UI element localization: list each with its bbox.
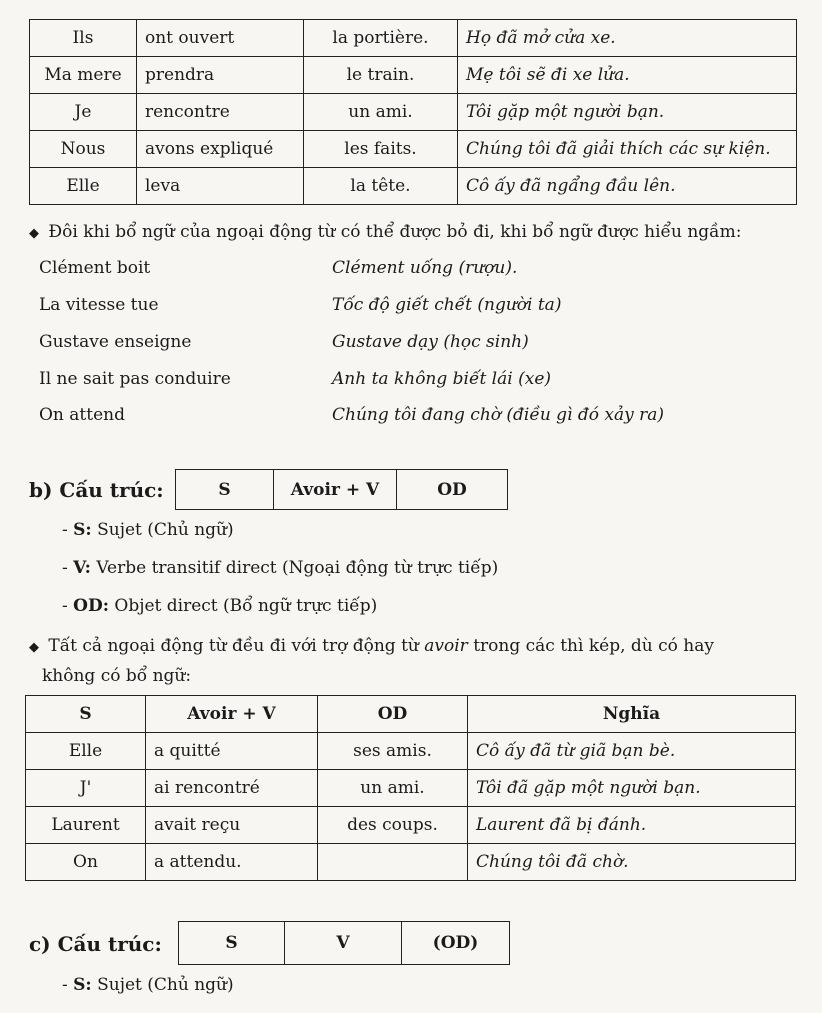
example-french: Gustave enseigne [39,332,192,352]
subject-cell: Je [30,94,137,131]
verb-cell: ai rencontré [146,770,318,807]
object-cell: un ami. [304,94,458,131]
verb-cell: a quitté [146,733,318,770]
example-french: Clément boit [39,258,151,278]
object-cell: ses amis. [318,733,468,770]
verb-cell: ont ouvert [137,20,304,57]
section-b-title: b) Cấu trúc: [29,478,164,502]
definition-key: OD: [73,596,109,616]
example-french: La vitesse tue [39,295,159,315]
subject-cell: Ma mere [30,57,137,94]
example-vietnamese: Gustave dạy (học sinh) [332,332,529,352]
verb-cell: avons expliqué [137,131,304,168]
column-header: S [26,696,146,733]
section-c-title: c) Cấu trúc: [29,932,162,956]
meaning-cell: Mẹ tôi sẽ đi xe lửa. [458,57,797,94]
structure-cell: OD [437,479,467,500]
structure-cell: V [285,922,402,964]
table-row [30,131,797,168]
verb-cell: rencontre [137,94,304,131]
example-vietnamese: Tốc độ giết chết (người ta) [332,295,562,315]
example-french: On attend [39,405,125,425]
meaning-cell: Chúng tôi đã chờ. [468,844,796,881]
example-vietnamese: Clément uống (rượu). [332,258,518,278]
object-cell: le train. [304,57,458,94]
object-cell [318,844,468,881]
subject-cell: Nous [30,131,137,168]
object-cell: les faits. [304,131,458,168]
meaning-cell: Cô ấy đã từ giã bạn bè. [468,733,796,770]
example-vietnamese: Chúng tôi đang chờ (điều gì đó xảy ra) [332,405,665,425]
definition-line: - OD: Objet direct (Bổ ngữ trực tiếp) [62,596,378,616]
structure-cell: Avoir + V [274,470,397,509]
example-vietnamese: Anh ta không biết lái (xe) [332,369,552,389]
table-row [26,770,796,807]
meaning-cell: Laurent đã bị đánh. [468,807,796,844]
meaning-cell: Chúng tôi đã giải thích các sự kiện. [458,131,797,168]
structure-cell: S [176,470,274,509]
note-text: Tất cả ngoại động từ đều đi với trợ động từ [48,636,425,656]
examples-table-1 [29,19,797,205]
note-avoir-line2: không có bổ ngữ: [42,666,192,686]
definition-key: S: [73,520,92,540]
note-text: trong các thì kép, dù có hay [467,636,714,656]
meaning-cell: Tôi gặp một người bạn. [458,94,797,131]
table-row [26,807,796,844]
object-cell: des coups. [318,807,468,844]
table-header-row [26,696,796,733]
example-french: Il ne sait pas conduire [39,369,231,389]
table-row [30,57,797,94]
definition-text: Sujet (Chủ ngữ) [91,520,234,540]
object-cell: la tête. [304,168,458,205]
structure-box-c [178,921,510,965]
table-row [30,20,797,57]
subject-cell: Ils [30,20,137,57]
diamond-bullet-icon: ◆ [29,640,39,655]
subject-cell: Elle [30,168,137,205]
column-header: Nghĩa [468,696,796,733]
note-avoir [29,633,799,661]
structure-cell: (OD) [432,933,479,953]
definition-text: Verbe transitif direct (Ngoại động từ trực tiếp) [90,558,499,578]
subject-cell: Laurent [26,807,146,844]
definition-line: - V: Verbe transitif direct (Ngoại động từ trực tiếp) [62,558,499,578]
note-text: Đôi khi bổ ngữ của ngoại động từ có thể được bỏ đi, khi bổ ngữ được hiểu ngầm: [48,222,742,242]
column-header: OD [318,696,468,733]
definition-key: S: [73,975,92,995]
meaning-cell: Tôi đã gặp một người bạn. [468,770,796,807]
column-header: Avoir + V [146,696,318,733]
subject-cell: Elle [26,733,146,770]
object-cell: un ami. [318,770,468,807]
definition-text: Sujet (Chủ ngữ) [91,975,234,995]
table-row [30,168,797,205]
definition-line: - S: Sujet (Chủ ngữ) [62,975,234,995]
examples-table-2 [25,695,796,881]
verb-cell: avait reçu [146,807,318,844]
table-row [30,94,797,131]
structure-cell: S [179,922,285,964]
definition-text: Objet direct (Bổ ngữ trực tiếp) [108,596,378,616]
meaning-cell: Họ đã mở cửa xe. [458,20,797,57]
diamond-bullet-icon: ◆ [29,226,39,241]
verb-cell: leva [137,168,304,205]
definition-key: V: [73,558,91,578]
note-omitted-object [29,219,741,247]
meaning-cell: Cô ấy đã ngẩng đầu lên. [458,168,797,205]
verb-cell: prendra [137,57,304,94]
verb-cell: a attendu. [146,844,318,881]
subject-cell: J' [26,770,146,807]
table-row [26,733,796,770]
note-emphasis: avoir [424,636,468,656]
definition-line: - S: Sujet (Chủ ngữ) [62,520,234,540]
structure-box-b [175,469,508,510]
subject-cell: On [26,844,146,881]
object-cell: la portière. [304,20,458,57]
table-row [26,844,796,881]
